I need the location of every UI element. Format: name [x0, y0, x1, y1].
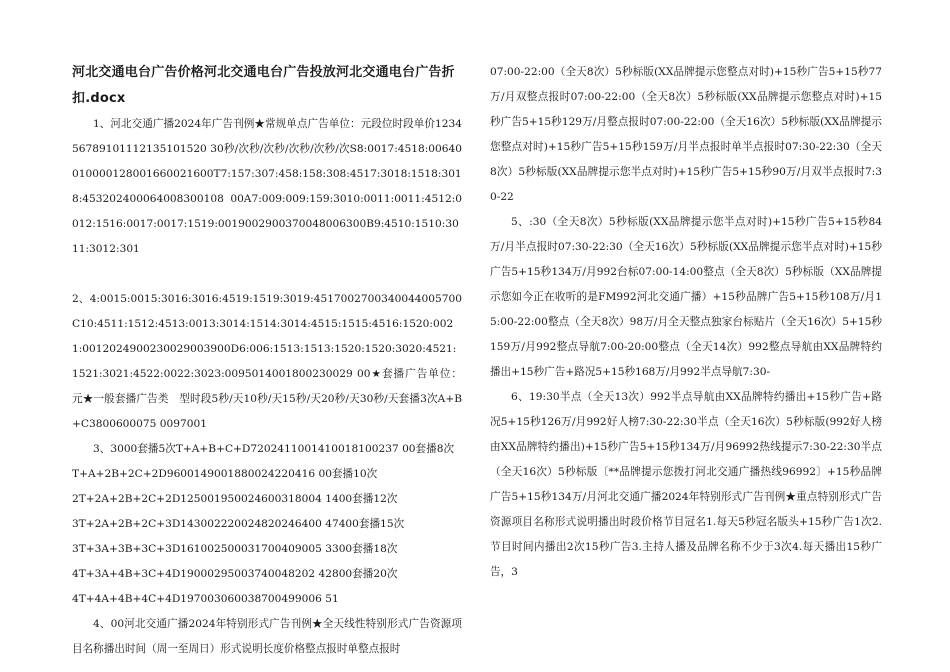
- paragraph-3: 3、3000套播5次T+A+B+C+D7202411001410018100237 00套播8次: [93, 443, 455, 455]
- paragraph-5: 5、:30（全天8次）5秒标版(XX品牌提示您半点对时)+15秒广告5+15秒84万/月半点报时07:30-22:30（全天16次）5秒标版(XX品牌提示您半点对时)+15秒广告5+15秒134万/月992台标07:00-14:00整点（全天8次）5秒标版（XX品牌提示您如今正在收听的是FM992河北交通广播）+15秒品牌广告5+15秒108万/月15:00-22:00整点（全天8次）98万/月全天整点独家台标贴片（全天16次）5+15秒159万/月992整点导航7:00-20:00整点（全天14次）992整点导航由XX品牌特约播出+15秒广告+路况5+15秒168万/月992半点导航7:30-: [490, 216, 882, 378]
- package-line: 4T+3A+4B+3C+4D19000295003740048202 42800套播20次: [72, 568, 398, 580]
- package-line: T+A+2B+2C+2D9600149001880024220416 00套播10次: [72, 468, 378, 480]
- package-line: 4T+4A+4B+4C+4D197003060038700499006 51: [72, 593, 339, 605]
- right-column: [490, 60, 882, 585]
- paragraph-4: 4、00河北交通广播2024年特别形式广告刊例★全天线性特别形式广告资源项目名称播出时间（周一至周日）形式说明长度价格整点报时单整点报时: [72, 618, 462, 655]
- package-line: 2T+2A+2B+2C+2D125001950024600318004 1400套播12次: [72, 493, 398, 505]
- package-line: 3T+2A+2B+2C+3D143002220024820246400 47400套播15次: [72, 518, 405, 530]
- document-title: 河北交通电台广告价格河北交通电台广告投放河北交通电台广告折扣.docx: [72, 65, 455, 106]
- package-line: 3T+3A+3B+3C+3D161002500031700409005 3300套播18次: [72, 543, 398, 555]
- paragraph-6: 6、19:30半点（全天13次）992半点导航由XX品牌特约播出+15秒广告+路况5+15秒126万/月992好人榜7:30-22:30半点（全天16次）5秒标版(992好人榜由XX品牌特约播出)+15秒广告5+15秒134万/月96992热线提示7:30-22:30半点（全天16次）5秒标版〔**品牌提示您拨打河北交通广播热线96992〕+15秒品牌广告5+15秒134万/月河北交通广播2024年特别形式广告刊例★重点特别形式广告资源项目名称形式说明播出时段价格节目冠名1.每天5秒冠名版头+15秒广告1次2.节目时间内播出2次15秒广告3.主持人播及品牌名称不少于3次4.每天播出15秒广告，3: [490, 391, 882, 578]
- paragraph-continued: 07:00-22:00（全天8次）5秒标版(XX品牌提示您整点对时)+15秒广告5+15秒77万/月双整点报时07:00-22:00（全天8次）5秒标版(XX品牌提示您整点对时)+15秒广告5+15秒129万/月整点报时07:00-22:00（全天16次）5秒标版(XX品牌提示您整点对时)+15秒广告5+15秒159万/月半点报时单半点报时07:30-22:30（全天8次）5秒标版(XX品牌提示您半点对时)+15秒广告5+15秒90万/月双半点报时7:30-22: [490, 66, 882, 203]
- left-column: [72, 60, 462, 662]
- paragraph-1: 1、河北交通广播2024年广告刊例★常规单点广告单位：元段位时段单价123456789101112135101520 30秒/次秒/次秒/次秒/次秒/次S8:0017:4518:00640010000128001660021600T7:157:307:458:158:308:4517:3018:1518:3018:453202400064008300108 00A7:009:009:159:3010:0011:0011:4512:0012:1516:0017:0017:1519:0019002900370048006300B9:4510:1510:3011:3012:301: [72, 118, 462, 255]
- paragraph-2: 2、4:0015:0015:3016:3016:4519:1519:3019:4517002700340044005700C10:4511:1512:4513:0013:3014:1514:3014:4515:1515:4516:1520:0021:0012024900230029003900D6:006:1513:1513:1520:1520:3020:4521:1521:3021:4522:0022:3023:0095014001800230029 00★套播广告单位：元★一般套播广告类 型时段5秒/天10秒/天15秒/天20秒/天30秒/天套播3次A+B+C3800600075 0097001: [72, 293, 462, 430]
